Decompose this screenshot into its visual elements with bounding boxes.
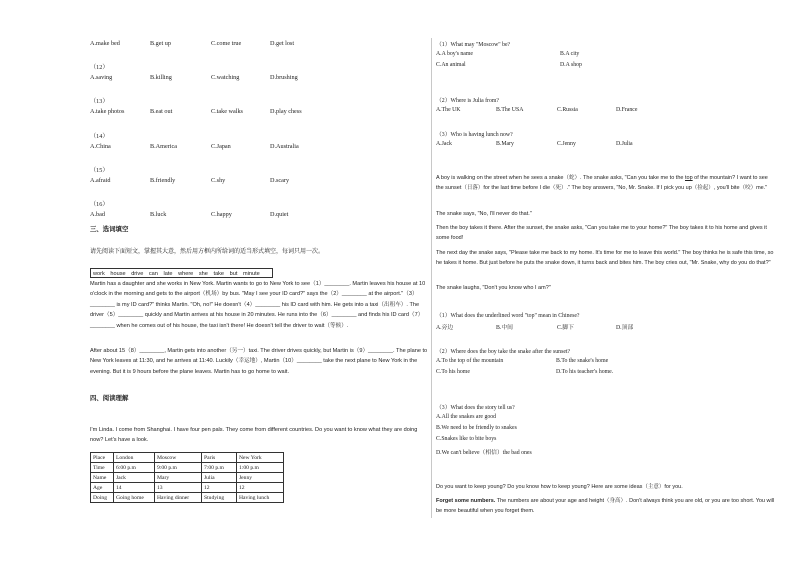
table-cell: London	[114, 453, 155, 463]
question-number-12: （12）	[90, 64, 109, 71]
option-d: D.brushing	[270, 74, 298, 81]
option-b: B.eat out	[150, 108, 173, 115]
table-cell: Age	[91, 483, 114, 493]
option-c: C.Jenny	[557, 141, 576, 147]
option-d: D.Julia	[616, 141, 633, 147]
word: can	[148, 271, 158, 277]
table-question-2: （2）Where is Julia from?	[436, 98, 499, 104]
story-paragraph-1: A boy is walking on the street when he sees a snake（蛇）. The snake asks, "Can you take me to the top of the mountain? I want to see the sunset（日落）for the last time before I die（死）." The boy answers, "No, Mr. Snake. If I pick you up（捡起）, you'll bite（咬）me."	[436, 175, 768, 192]
underlined-word-top: top	[684, 175, 693, 181]
word: minute	[242, 271, 260, 277]
option-d: D.quiet	[270, 211, 289, 218]
table-row	[91, 493, 284, 503]
question-number-15: （15）	[90, 167, 109, 174]
keep-young-paragraph-1: Forget some numbers. The numbers are about your age and height（身高）. Don't always think you are old, or you are too short. You will be more beautiful when you forget them.	[436, 498, 775, 515]
table-cell: Place	[91, 453, 114, 463]
story-paragraph-4: The next day the snake says, "Please take me back to my home. It's time for me to leave this world." The boy thinks he is safe this time, so he takes it home. But just before he puts the snake down, it turns back and bites him. The boy cries out, "Mr. Snake, why do you do that?"	[436, 250, 774, 267]
word: late	[163, 271, 173, 277]
table-row	[91, 473, 284, 483]
cloze-paragraph-1: Martin has a daughter and she works in New York. Martin wants to go to New York to see（1）________. Martin leaves his house at 10 o'clock in the morning and gets to the airport（机场）by bus. "May I see your ID card?" says the（2）________ at the airport."（3）________ is my ID card?" thinks Martin. "Oh, no!" He doesn't（4）________ his ID card with him. He gets into a taxi（出租车）. The driver（5）________ quickly and Martin arrives at his house in 20 minutes. He runs into the（6）________ and finds his ID card（7）________ when he comes out of his house, the taxi isn't there! He doesn't tell the driver to wait（等候）.	[90, 281, 426, 329]
option-c: C.An animal	[436, 62, 466, 68]
cloze-paragraph-2: After about 15（8）________, Martin gets into another（另一）taxi. The driver drives quickly, but Martin is（9）________. The plane to New York leaves at 11:30, and he arrives at 11:40. Luckily（幸运地）, Martin（10）________ take the next plane to New York in the evening. But it is 9 hours before the plane leaves. Martin has to go home to wait.	[90, 348, 428, 375]
table-cell: Jack	[114, 473, 155, 483]
table-cell: 14	[114, 483, 155, 493]
option-b: B.friendly	[150, 177, 176, 184]
table-cell: Paris	[202, 453, 237, 463]
table-cell: 13	[155, 483, 202, 493]
table-cell: 12	[202, 483, 237, 493]
word: but	[229, 271, 238, 277]
story-q3-option-a: A.All the snakes are good	[436, 414, 497, 420]
option-a: A.bad	[90, 211, 105, 218]
option-a: A.China	[90, 143, 111, 150]
word-box	[90, 268, 273, 278]
option-b: B.get up	[150, 40, 171, 47]
option-d: D.A shop	[560, 62, 582, 68]
table-cell: Having dinner	[155, 493, 202, 503]
table-row	[91, 453, 284, 463]
table-cell: New York	[237, 453, 284, 463]
story-q3-option-c: C.Snakes like to bite boys	[436, 436, 497, 442]
option-c: C.watching	[211, 74, 240, 81]
option-d: D.scary	[270, 177, 290, 184]
story-paragraph-2: The snake says, "No, I'll never do that."	[436, 211, 532, 217]
story-question-3: （3）What does the story tell us?	[436, 405, 515, 411]
option-a: A.afraid	[90, 177, 111, 184]
section-4-title: 四、阅读理解	[90, 395, 129, 402]
option-b: B.Mary	[496, 141, 514, 147]
option-a: A.Jack	[436, 141, 452, 147]
section-3-instructions: 请先阅读下面短文，掌握其大意，然后用方框内所给词的适当形式填空，每词只用一次。	[90, 249, 325, 255]
option-c: C.take walks	[211, 108, 243, 115]
option-a: A.To the top of the mountain	[436, 358, 504, 364]
option-c: C.shy	[211, 177, 226, 184]
option-d: D.France	[616, 107, 638, 113]
reading-intro: I'm Linda. I come from Shanghai. I have four pen pals. They come from different countries. Do you want to know what they are doing now? Let's have a look.	[90, 427, 418, 444]
option-b: B.A city	[560, 51, 580, 57]
table-cell: 12	[237, 483, 284, 493]
story-question-2: （2）Where does the boy take the snake after the sunset?	[436, 349, 571, 355]
table-question-3: （3）Who is having lunch now?	[436, 132, 513, 138]
option-b: B.America	[150, 143, 177, 150]
question-number-14: （14）	[90, 133, 109, 140]
column-divider	[431, 38, 432, 518]
word: take	[213, 271, 225, 277]
option-a: A.旁边	[436, 325, 454, 331]
pen-pals-table	[90, 452, 284, 503]
story-paragraph-5: The snake laughs, "Don't you know who I am?"	[436, 285, 551, 291]
option-a: A.make bed	[90, 40, 120, 47]
keep-young-intro: Do you want to keep young? Do you know how to keep young? Here are some ideas（主意）for you.	[436, 484, 683, 490]
table-cell: Julia	[202, 473, 237, 483]
option-c: C.happy	[211, 211, 232, 218]
option-d: D.get lost	[270, 40, 295, 47]
table-cell: Having lunch	[237, 493, 284, 503]
table-cell: Doing	[91, 493, 114, 503]
table-cell: 7:00 p.m	[202, 463, 237, 473]
word: she	[198, 271, 208, 277]
option-c: C.come true	[211, 40, 242, 47]
story-q3-option-d: D.We can't believe（相信）the bad ones	[436, 450, 532, 456]
option-d: D.To his teacher's home.	[556, 369, 614, 375]
option-b: B.luck	[150, 211, 167, 218]
option-a: A.saving	[90, 74, 113, 81]
word: work	[93, 271, 105, 277]
option-c: C.Russia	[557, 107, 578, 113]
option-d: D.顶部	[616, 325, 634, 331]
table-cell: Mary	[155, 473, 202, 483]
option-a: A.take photos	[90, 108, 125, 115]
option-c: C.Japan	[211, 143, 231, 150]
table-cell: Studying	[202, 493, 237, 503]
table-row	[91, 483, 284, 493]
option-b: B.killing	[150, 74, 172, 81]
table-row	[91, 463, 284, 473]
question-number-16: （16）	[90, 201, 109, 208]
table-cell: Moscow	[155, 453, 202, 463]
option-a: A.A boy's name	[436, 51, 473, 57]
option-d: D.play chess	[270, 108, 302, 115]
table-question-1: （1）What may "Moscow" be?	[436, 42, 511, 48]
table-cell: Jenny	[237, 473, 284, 483]
table-cell: Going home	[114, 493, 155, 503]
option-b: B.中间	[496, 325, 513, 331]
table-cell: Time	[91, 463, 114, 473]
option-b: B.To the snake's home	[556, 358, 609, 364]
option-c: C.To his home	[436, 369, 470, 375]
section-3-title: 三、选词填空	[90, 226, 129, 233]
question-number-13: （13）	[90, 98, 109, 105]
story-question-1: （1）What does the underlined word "top" mean in Chinese?	[436, 313, 580, 319]
option-b: B.The USA	[496, 107, 524, 113]
option-a: A.The UK	[436, 107, 461, 113]
story-q3-option-b: B.We need to be friendly to snakes	[436, 425, 517, 431]
option-d: D.Australia	[270, 143, 299, 150]
story-paragraph-3: Then the boy takes it there. After the sunset, the snake asks, "Can you take me to your home?" The boy takes it to his home and gives it some food!	[436, 225, 767, 242]
word: house	[110, 271, 126, 277]
table-cell: 9:00 p.m	[155, 463, 202, 473]
option-c: C.脚下	[557, 325, 574, 331]
table-cell: Name	[91, 473, 114, 483]
word: where	[178, 271, 194, 277]
table-cell: 1:00 p.m	[237, 463, 284, 473]
table-cell: 6:00 p.m	[114, 463, 155, 473]
word: drive	[131, 271, 144, 277]
